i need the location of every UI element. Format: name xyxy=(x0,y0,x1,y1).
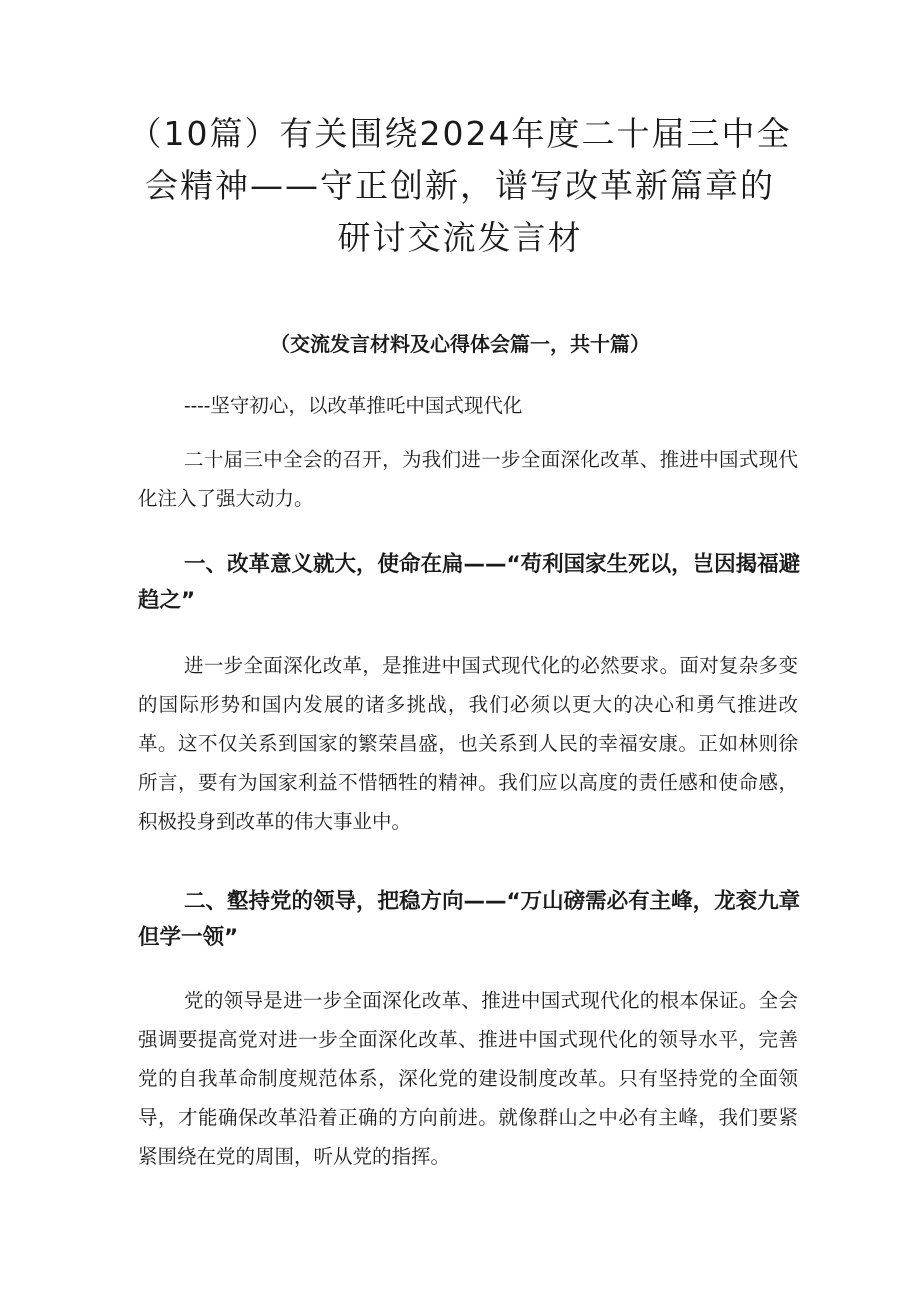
document-subtitle: （交流发言材料及心得体会篇一，共十篇） xyxy=(270,332,650,356)
section-2-heading: 二、壑持党的领导，把稳方向——“万山磅需必有主峰，龙衮九章但学一领” xyxy=(138,889,801,950)
tagline: ----坚守初心，以改革推吒中国式现代化 xyxy=(184,394,523,417)
title-line-2: 会精神——守正创新，谱写改革新篇章的 xyxy=(145,166,775,205)
intro-paragraph: 二十届三中全会的召开，为我们进一步全面深化改革、推进中国式现代化注入了强大动力。 xyxy=(138,448,798,510)
title-line-1: （10篇）有关围绕2024年度二十届三中全 xyxy=(128,114,792,153)
section-1-heading: 一、改革意义就大，使命在扁——“苟利国家生死以，岂因揭福避趋之” xyxy=(138,552,801,613)
section-2-paragraph: 党的领导是进一步全面深化改革、推进中国式现代化的根本保证。全会强调要提高党对进一步全面深化改革、推进中国式现代化的领导水平，完善党的自我革命制度规范体系，深化党的建设制度改革。只有坚持党的全面领导，才能确保改革沿着正确的方向前进。就像群山之中必有主峰，我们要紧紧围绕在党的周围，听从党的指挥。 xyxy=(138,989,798,1168)
section-1-paragraph: 进一步全面深化改革，是推进中国式现代化的必然要求。面对复杂多变的国际形势和国内发展的诸多挑战，我们必须以更大的决心和勇气推进改革。这不仅关系到国家的繁荣昌盛，也关系到人民的幸福安康。正如林则徐所言，要有为国家利益不惜牺牲的精神。我们应以高度的责任感和使命感，积极投身到改革的伟大事业中。 xyxy=(138,654,798,833)
title-line-3: 研讨交流发言材 xyxy=(337,218,583,257)
document-title xyxy=(100,108,820,264)
